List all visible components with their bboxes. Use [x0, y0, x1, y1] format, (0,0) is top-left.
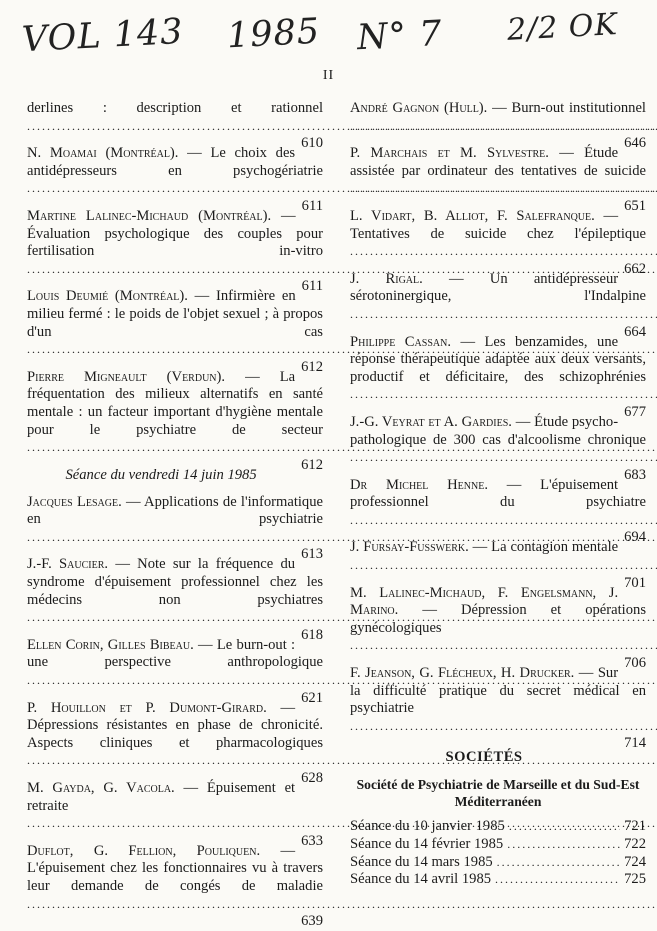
entry-text — [27, 637, 323, 671]
entry-author: Louis Deumié (Montréal). — [27, 288, 188, 305]
toc-entry — [27, 207, 323, 295]
toc-entry — [350, 100, 646, 152]
entry-author: Dr Michel Henne. — [350, 476, 488, 493]
society-name: Société de Psychiatrie de Marseille et du Sud-Est Méditerranéen — [356, 777, 640, 810]
toc-entry — [350, 539, 646, 591]
entry-title: — La contagion mentale — [468, 539, 619, 556]
dot-leader — [350, 638, 657, 652]
entry-page: 662 — [624, 260, 646, 277]
entry-page: 611 — [301, 197, 323, 214]
toc-entry — [27, 556, 323, 643]
dot-leader — [350, 719, 657, 733]
entry-text — [27, 208, 323, 259]
session-page: 722 — [624, 836, 646, 852]
dot-leader — [507, 836, 620, 854]
entry-author: F. Jeanson, G. Flécheux, H. Drucker. — [350, 665, 575, 682]
handwritten-number: N° 7 — [356, 13, 444, 59]
entry-title: — Étude psycho-pathologique de 300 cas d'alcoolisme chronique — [350, 413, 646, 448]
entry-title: — Un antidépresseur sérotoninergique, l'Indalpine — [350, 270, 646, 305]
entry-text — [27, 494, 323, 528]
society-session — [350, 818, 646, 836]
entry-author: Ellen Corin, Gilles Bibeau. — [27, 636, 194, 653]
toc-entry — [350, 476, 646, 546]
entry-page: 694 — [624, 529, 646, 546]
dot-leader — [350, 119, 657, 133]
handwritten-annotation — [21, 7, 642, 70]
entry-author: J. Fursay-Fusswerk. — [350, 539, 469, 556]
entry-author: M. Gayda, G. Vacola. — [27, 780, 175, 796]
entry-page: 613 — [301, 546, 323, 563]
entry-title: — Épuisement et retraite — [27, 780, 296, 814]
entry-title: — Le choix des antidépresseurs en psychogériatrie — [27, 145, 323, 179]
entry-page: 706 — [624, 655, 646, 672]
entry-page: 646 — [624, 135, 646, 152]
entry-page: 677 — [624, 403, 646, 420]
entry-text — [350, 271, 646, 305]
toc-entry — [27, 368, 323, 473]
entry-title: — Dépressions résistantes en phase de chronicité. Aspects cliniques et pharmacologiques — [27, 699, 323, 751]
entry-page: 714 — [624, 735, 646, 752]
entry-text — [350, 414, 646, 448]
toc-entry — [27, 145, 323, 214]
entry-page: 610 — [301, 135, 323, 152]
entry-page: 612 — [301, 358, 323, 375]
entry-author: L. Vidart, B. Alliot, F. Salefranque. — [350, 207, 595, 224]
entry-author: Martine Lalinec-Michaud (Montréal). — [27, 207, 272, 224]
toc-entry — [27, 100, 323, 152]
society-session — [350, 836, 646, 854]
entry-author: J.-F. Saucier. — [27, 556, 109, 573]
session-page: 721 — [624, 818, 646, 835]
entry-title: — Note sur la fréquence du syndrome d'épuisement professionnel chez les médecins non psychiatres — [27, 556, 323, 608]
entry-author: Pierre Migneault (Verdun). — [27, 368, 226, 385]
entry-author: André Gagnon (Hull). — [350, 100, 488, 116]
entry-text — [27, 700, 323, 751]
toc-entry — [27, 636, 323, 706]
entry-text — [350, 585, 646, 636]
entry-page: 639 — [301, 913, 323, 930]
handwritten-note: 2/2 OK — [506, 7, 619, 48]
dot-leader — [350, 387, 657, 401]
toc-entry — [350, 145, 646, 214]
entry-author: Jacques Lesage. — [27, 493, 122, 510]
entry-text — [27, 843, 323, 894]
entry-author: N. Moamai (Montréal). — [27, 145, 179, 162]
handwritten-year: 1985 — [226, 11, 322, 57]
dot-leader — [350, 558, 657, 572]
entry-page: 621 — [301, 689, 323, 706]
dot-leader — [495, 871, 620, 889]
entry-title: — La fréquentation des milieux alternatifs en santé mentale : un facteur important d'hygiène mentale pour le psychiatre de secteur — [27, 368, 323, 438]
entry-title: — Les benzamides, une réponse thérapeutique adaptée aux deux versants, productif et déficitaire, des schizophrénies — [350, 333, 646, 385]
entry-author: P. Houillon et P. Dumont-Girard. — [27, 699, 267, 716]
entry-page: 651 — [624, 197, 646, 214]
dot-leader — [350, 513, 657, 527]
dot-leader — [27, 897, 657, 911]
session-label: Séance du 14 février 1985 — [350, 836, 504, 852]
dot-leader — [509, 818, 620, 836]
entry-author: J.-G. Veyrat et A. Gardies. — [350, 413, 512, 430]
entry-author: J. Rigal. — [350, 270, 423, 287]
session-heading: Séance du vendredi 14 juin 1985 — [65, 466, 257, 483]
page-number: II — [322, 68, 335, 83]
entry-title: — Burn-out institutionnel — [487, 100, 646, 116]
entry-text — [27, 556, 323, 607]
entry-page: 683 — [624, 466, 646, 483]
entry-title: — L'épuisement professionnel du psychiatre — [350, 476, 646, 511]
session-label: Séance du 10 janvier 1985 — [350, 818, 505, 835]
entry-page: 618 — [301, 626, 323, 643]
entry-title: — Dépression et opérations gynécologiques — [350, 602, 646, 636]
entry-text — [350, 477, 646, 511]
dot-leader — [350, 450, 657, 464]
toc-entry — [350, 413, 646, 483]
entry-page: 701 — [624, 574, 646, 591]
session-label: Séance du 14 mars 1985 — [350, 853, 493, 870]
entry-text — [350, 100, 646, 116]
dot-leader — [350, 244, 657, 258]
dot-leader — [350, 307, 657, 321]
entry-title: — Sur la difficulté pratique du secret médical en psychiatrie — [350, 665, 646, 717]
entry-page: 611 — [301, 278, 323, 295]
entry-text — [27, 288, 323, 339]
entry-author: P. Marchais et M. Sylvestre. — [350, 145, 549, 162]
entry-title: — Le burn-out : une perspective anthropologique — [27, 636, 323, 671]
dot-leader — [350, 181, 657, 195]
entry-author: M. Lalinec-Michaud, F. Engelsmann, J. Marino. — [350, 584, 619, 619]
handwritten-volume: VOL 143 — [21, 11, 185, 61]
toc-entry — [350, 584, 646, 672]
toc-entry — [27, 842, 323, 930]
dot-leader — [497, 854, 620, 872]
entry-page: 628 — [301, 770, 323, 786]
society-session — [350, 871, 646, 889]
toc-entry — [350, 207, 646, 277]
entry-text — [350, 145, 646, 179]
entry-title: — Tentatives de suicide chez l'épileptique — [350, 207, 646, 242]
entry-text — [350, 539, 618, 555]
entry-page: 612 — [301, 456, 323, 473]
session-page: 724 — [624, 853, 646, 870]
entry-text — [350, 334, 646, 385]
toc-entry — [350, 333, 646, 420]
session-page: 725 — [624, 871, 646, 888]
toc-entry — [27, 493, 323, 563]
right-column — [350, 100, 646, 889]
toc-entry — [350, 270, 646, 340]
entry-title: derlines : description et rationnel — [27, 100, 323, 116]
entry-author: Philippe Cassan. — [350, 333, 451, 350]
entry-text — [350, 665, 646, 716]
session-label: Séance du 14 avril 1985 — [350, 871, 492, 888]
toc-entry — [27, 780, 323, 849]
toc-entry — [350, 665, 646, 752]
entry-text — [27, 780, 295, 814]
societes-title: SOCIÉTÉS — [445, 749, 523, 766]
toc-entry — [27, 288, 323, 375]
entry-title: — Applications de l'informatique en psychiatrie — [27, 493, 323, 528]
entry-title: — Étude assistée par ordinateur des tentatives de suicide — [350, 145, 646, 179]
entry-text — [27, 100, 323, 116]
entry-page: 633 — [301, 832, 323, 849]
entry-title: — L'épuisement chez les fonctionnaires vu à travers leur demande de congés de maladie — [27, 842, 323, 894]
society-session — [350, 854, 646, 872]
entry-author: Duflot, G. Fellion, Pouliquen. — [27, 842, 261, 859]
toc-entry — [27, 699, 323, 786]
entry-page: 664 — [624, 323, 646, 340]
left-column — [27, 100, 323, 931]
entry-text — [350, 208, 646, 242]
entry-text — [27, 369, 323, 438]
entry-text — [27, 145, 323, 179]
entry-title: — Évaluation psychologique des couples pour fertilisation in-vitro — [27, 207, 323, 260]
entry-title: — Infirmière en milieu fermé : le poids de l'objet sexuel ; à propos d'un cas — [27, 288, 323, 340]
